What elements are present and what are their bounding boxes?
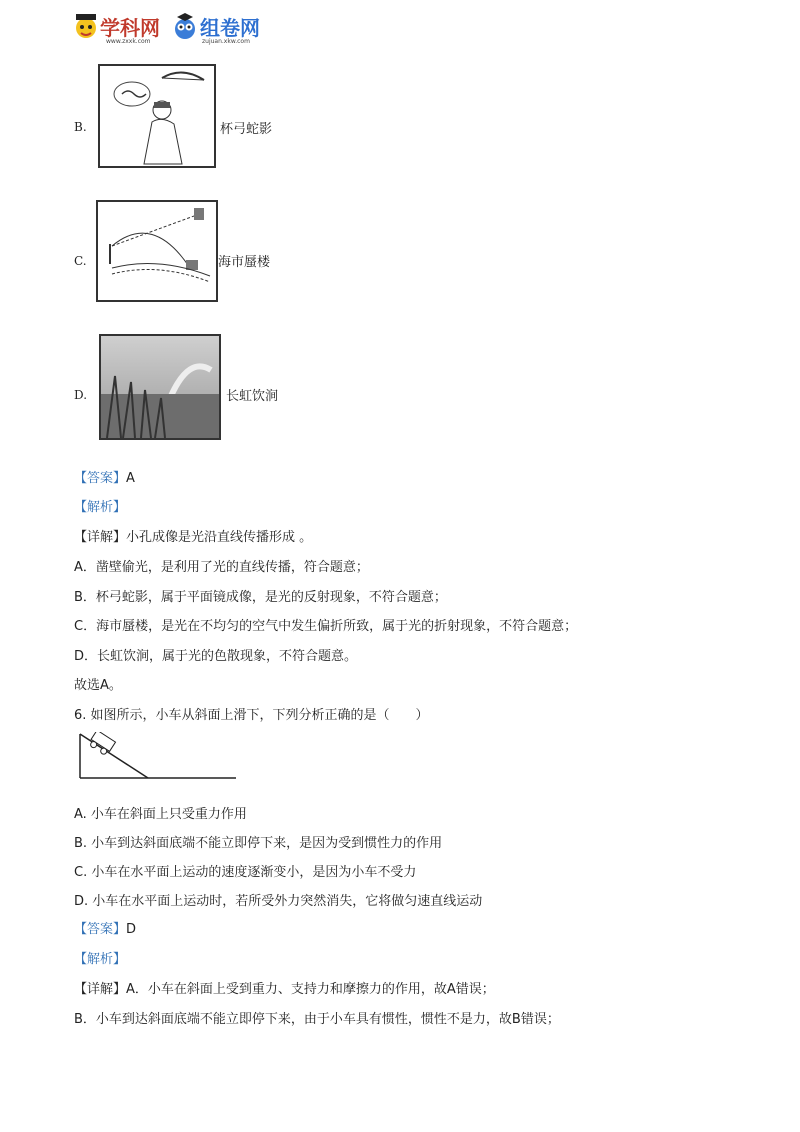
q6-option-b: B. 小车到达斜面底端不能立即停下来，是因为受到惯性力的作用 bbox=[74, 836, 443, 851]
option-b-caption: 杯弓蛇影 bbox=[220, 122, 273, 137]
logo1-text: 学科网 bbox=[100, 16, 160, 40]
option-c-label: C. bbox=[74, 254, 87, 268]
detail-text: A．小车在斜面上受到重力、支持力和摩擦力的作用，故A错误； bbox=[126, 982, 495, 997]
owl-icon bbox=[172, 10, 198, 46]
q6-incline-figure bbox=[76, 732, 240, 782]
q5-answer bbox=[74, 467, 135, 486]
detail-tag: 【详解】 bbox=[74, 530, 127, 545]
q6-line-b: B．小车到达斜面底端不能立即停下来，由于小车具有惯性，惯性不是力，故B错误； bbox=[74, 1012, 560, 1027]
q5-line-b: B．杯弓蛇影，属于平面镜成像，是光的反射现象，不符合题意； bbox=[74, 590, 447, 605]
q5-line-c: C．海市蜃楼，是光在不均匀的空气中发生偏折所致，属于光的折射现象，不符合题意； bbox=[74, 619, 578, 634]
q5-detail bbox=[74, 526, 312, 545]
q5-line-a: A．凿壁偷光，是利用了光的直线传播，符合题意； bbox=[74, 560, 369, 575]
zujuan-logo bbox=[172, 10, 268, 46]
q5-line-d: D．长虹饮涧，属于光的色散现象，不符合题意。 bbox=[74, 649, 358, 664]
q6-option-c: C. 小车在水平面上运动的速度逐渐变小，是因为小车不受力 bbox=[74, 865, 417, 880]
figure-mirage bbox=[96, 200, 218, 302]
q6-option-d: D. 小车在水平面上运动时，若所受外力突然消失，它将做匀速直线运动 bbox=[74, 894, 483, 909]
answer-value: D bbox=[126, 922, 137, 937]
option-b-label: B. bbox=[74, 120, 87, 134]
detail-tag: 【详解】 bbox=[74, 982, 127, 997]
answer-tag: 【答案】 bbox=[74, 471, 127, 486]
detail-text: 小孔成像是光沿直线传播形成 。 bbox=[126, 530, 313, 545]
answer-value: A bbox=[126, 471, 135, 486]
logo2-text: 组卷网 bbox=[200, 16, 260, 40]
q5-analysis-tag: 【解析】 bbox=[74, 500, 127, 515]
figure-bow-snake bbox=[98, 64, 216, 168]
logo1-sub: www.zxxk.com bbox=[106, 38, 151, 45]
q5-conclusion: 故选A。 bbox=[74, 678, 122, 693]
mascot-icon bbox=[72, 10, 100, 46]
option-d-label: D. bbox=[74, 388, 88, 402]
figure-rainbow bbox=[99, 334, 221, 440]
option-d-caption: 长虹饮涧 bbox=[226, 389, 279, 404]
q6-detail bbox=[74, 978, 495, 997]
q6-answer bbox=[74, 918, 136, 937]
q6-stem: 6. 如图所示，小车从斜面上滑下，下列分析正确的是（ ） bbox=[74, 708, 429, 723]
q6-option-a: A. 小车在斜面上只受重力作用 bbox=[74, 807, 247, 822]
logo2-sub: zujuan.xkw.com bbox=[202, 38, 250, 45]
answer-tag: 【答案】 bbox=[74, 922, 127, 937]
option-c-caption: 海市蜃楼 bbox=[218, 255, 271, 270]
zxxk-logo bbox=[72, 10, 164, 46]
q6-analysis-tag: 【解析】 bbox=[74, 952, 127, 967]
